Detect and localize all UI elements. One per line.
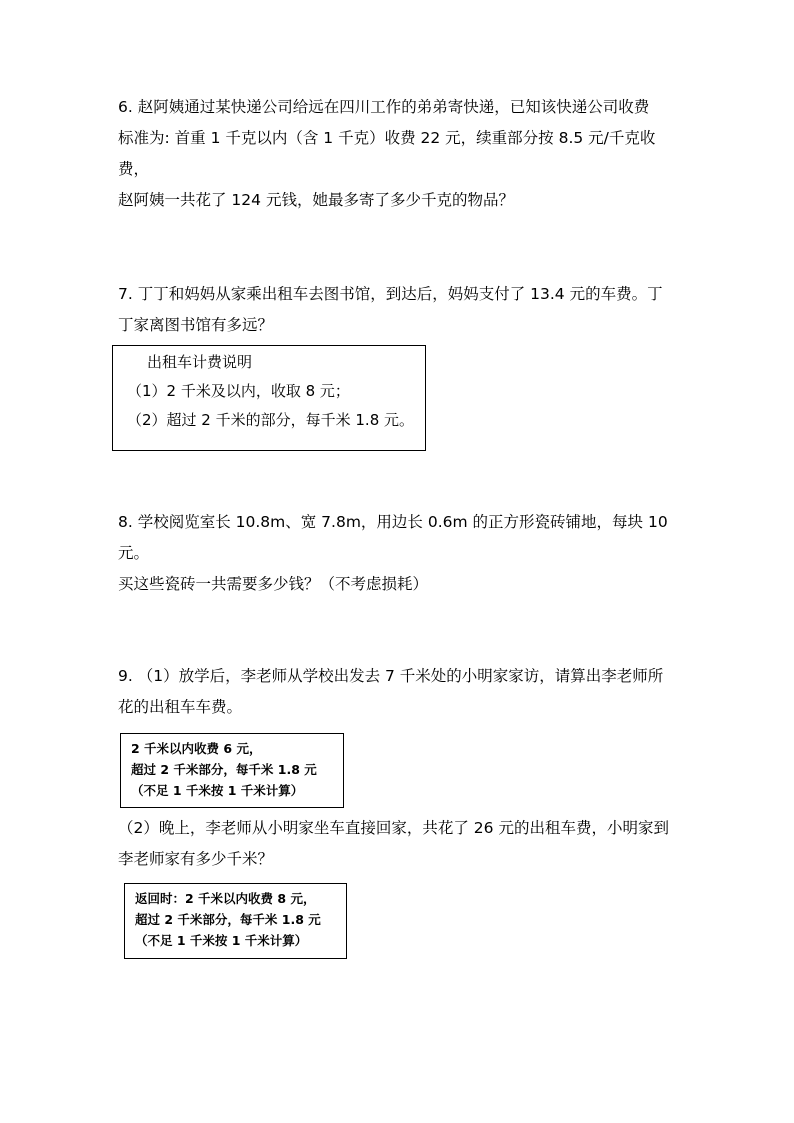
fare-rule-box-1-line-3: （不足 1 千米按 1 千米计算） [131,783,304,798]
question-9-part-2-line-1: （2）晚上，李老师从小明家坐车直接回家，共花了 26 元的出租车费，小明家到 [118,819,669,837]
fare-rule-box-2-line-2: 超过 2 千米部分，每千米 1.8 元 [135,912,321,927]
question-8 [118,507,678,600]
question-9-part-1-line-1: 9. （1）放学后，李老师从学校出发去 7 千米处的小明家家访，请算出李老师所 [118,667,664,685]
question-7-line-1: 7. 丁丁和妈妈从家乘出租车去图书馆，到达后，妈妈支付了 13.4 元的车费。丁 [118,285,663,303]
question-6-line-1: 6. 赵阿姨通过某快递公司给远在四川工作的弟弟寄快递，已知该快递公司收费 [118,98,650,116]
question-7-line-2: 丁家离图书馆有多远？ [118,316,274,334]
question-8-line-1: 8. 学校阅览室长 10.8m、宽 7.8m，用边长 0.6m 的正方形瓷砖铺地，每块 10 元。 [118,513,668,562]
fare-rule-box-1-line-1: 2 千米以内收费 6 元， [131,741,262,756]
question-9-part-1-line-2: 花的出租车车费。 [118,698,243,716]
question-8-line-2: 买这些瓷砖一共需要多少钱？（不考虑损耗） [118,575,429,593]
fare-rule-box-2-line-3: （不足 1 千米按 1 千米计算） [135,933,308,948]
fare-rule-box-2-line-1: 返回时：2 千米以内收费 8 元， [135,891,316,906]
taxi-fare-rule-2: （2）超过 2 千米的部分，每千米 1.8 元。 [127,411,415,429]
taxi-fare-box [112,345,426,451]
taxi-fare-box-title: 出租车计费说明 [147,353,253,371]
question-9-part-1 [118,661,678,723]
fare-rule-box-1 [120,733,344,808]
question-6-line-2: 标准为: 首重 1 千克以内（含 1 千克）收费 22 元，续重部分按 8.5 元/千克收费， [118,129,656,178]
question-7 [118,279,678,341]
taxi-fare-rule-1: （1）2 千米及以内，收取 8 元； [127,382,350,400]
fare-rule-box-2 [124,883,347,959]
question-9-part-2-line-2: 李老师家有多少千米？ [118,850,274,868]
question-6 [118,92,678,216]
question-6-line-3: 赵阿姨一共花了 124 元钱，她最多寄了多少千克的物品？ [118,191,514,209]
fare-rule-box-1-line-2: 超过 2 千米部分，每千米 1.8 元 [131,762,317,777]
question-9-part-2 [118,813,678,875]
